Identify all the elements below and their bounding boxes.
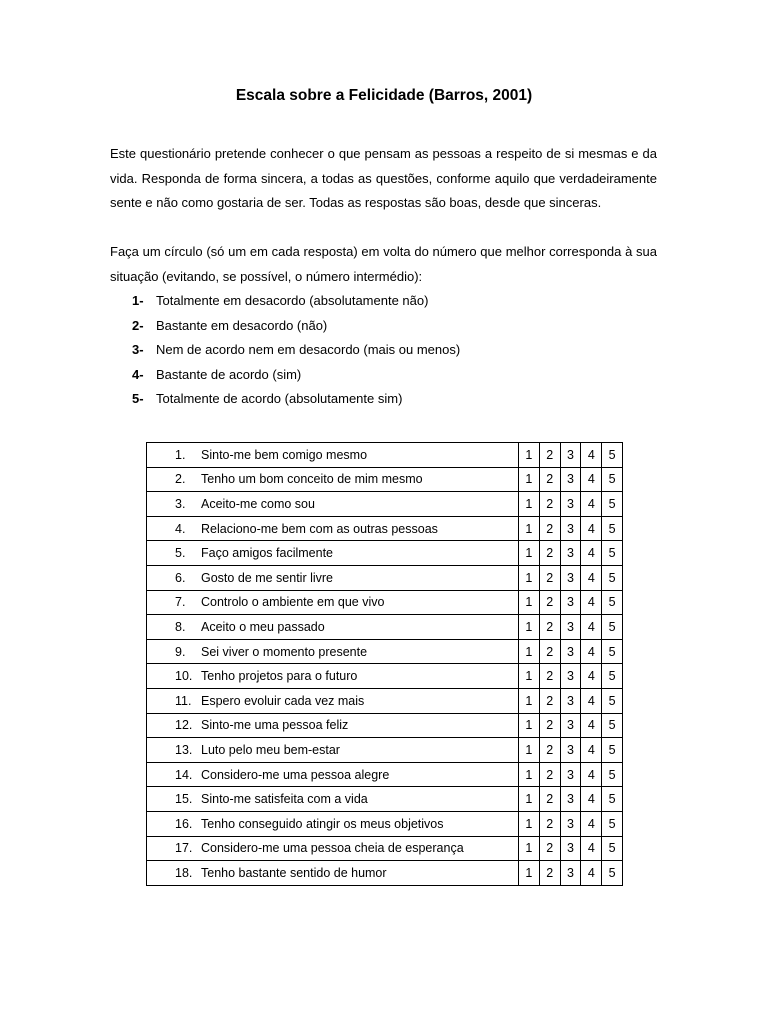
rating-option-4[interactable]: 4	[581, 516, 602, 541]
instruction-paragraph	[110, 240, 657, 289]
rating-option-3[interactable]: 3	[560, 762, 581, 787]
rating-option-3[interactable]: 3	[560, 787, 581, 812]
rating-option-2[interactable]: 2	[539, 787, 560, 812]
item-number: 14.	[175, 767, 193, 782]
item-number: 8.	[175, 619, 186, 634]
rating-option-3[interactable]: 3	[560, 590, 581, 615]
happiness-scale-table	[146, 442, 623, 886]
table-row	[147, 762, 623, 787]
rating-option-3[interactable]: 3	[560, 836, 581, 861]
response-option-number: 5-	[132, 391, 144, 407]
rating-option-3[interactable]: 3	[560, 492, 581, 517]
rating-option-1[interactable]: 1	[519, 516, 540, 541]
table-row	[147, 565, 623, 590]
rating-option-2[interactable]: 2	[539, 639, 560, 664]
item-number: 4.	[175, 521, 186, 536]
item-number: 18.	[175, 865, 193, 880]
rating-option-5[interactable]: 5	[602, 467, 623, 492]
response-option	[132, 387, 460, 412]
rating-option-5[interactable]: 5	[602, 836, 623, 861]
rating-option-2[interactable]: 2	[539, 762, 560, 787]
item-statement-cell	[147, 762, 519, 787]
item-text: Sinto-me uma pessoa feliz	[201, 718, 349, 733]
rating-option-2[interactable]: 2	[539, 467, 560, 492]
rating-option-5[interactable]: 5	[602, 443, 623, 468]
response-options-list	[132, 289, 460, 412]
item-statement-cell	[147, 639, 519, 664]
rating-option-5[interactable]: 5	[602, 565, 623, 590]
rating-option-2[interactable]: 2	[539, 516, 560, 541]
table-row	[147, 516, 623, 541]
rating-option-3[interactable]: 3	[560, 713, 581, 738]
item-statement-cell	[147, 615, 519, 640]
rating-option-5[interactable]: 5	[602, 590, 623, 615]
response-option	[132, 314, 460, 339]
item-text: Considero-me uma pessoa alegre	[201, 767, 390, 782]
item-statement-cell	[147, 492, 519, 517]
item-number: 11.	[175, 693, 192, 708]
table-row	[147, 787, 623, 812]
item-statement-cell	[147, 443, 519, 468]
item-text: Espero evoluir cada vez mais	[201, 693, 365, 708]
rating-option-4[interactable]: 4	[581, 615, 602, 640]
response-option-number: 4-	[132, 366, 144, 382]
table-row	[147, 467, 623, 492]
rating-option-3[interactable]: 3	[560, 443, 581, 468]
rating-option-3[interactable]: 3	[560, 811, 581, 836]
item-number: 3.	[175, 496, 186, 511]
item-text: Tenho conseguido atingir os meus objetivos	[201, 816, 444, 831]
rating-option-1[interactable]: 1	[519, 861, 540, 886]
rating-option-4[interactable]: 4	[581, 738, 602, 763]
item-number: 7.	[175, 595, 186, 610]
response-option	[132, 363, 460, 388]
response-option-label: Bastante em desacordo (não)	[156, 317, 328, 333]
rating-option-4[interactable]: 4	[581, 664, 602, 689]
rating-option-1[interactable]: 1	[519, 811, 540, 836]
item-statement-cell	[147, 467, 519, 492]
item-statement-cell	[147, 565, 519, 590]
item-statement-cell	[147, 590, 519, 615]
rating-option-4[interactable]: 4	[581, 836, 602, 861]
table-row	[147, 541, 623, 566]
intro-paragraph: Este questionário pretende conhecer o que pensam as pessoas a respeito de si mesmas e da vida. Responda de forma sincera, a todas as questões, conforme aquilo que verdadeiramente sente e não como gostaria de ser. Todas as respostas são boas, desde que sinceras.	[110, 146, 657, 211]
rating-option-2[interactable]: 2	[539, 836, 560, 861]
rating-option-4[interactable]: 4	[581, 541, 602, 566]
item-number: 10.	[175, 669, 193, 684]
rating-option-1[interactable]: 1	[519, 565, 540, 590]
rating-option-2[interactable]: 2	[539, 565, 560, 590]
rating-option-1[interactable]: 1	[519, 590, 540, 615]
item-number: 16.	[175, 816, 193, 831]
rating-option-1[interactable]: 1	[519, 688, 540, 713]
table-row	[147, 590, 623, 615]
table-row	[147, 664, 623, 689]
item-text: Tenho um bom conceito de mim mesmo	[201, 472, 423, 487]
rating-option-2[interactable]: 2	[539, 861, 560, 886]
rating-option-4[interactable]: 4	[581, 492, 602, 517]
rating-option-4[interactable]: 4	[581, 565, 602, 590]
rating-option-1[interactable]: 1	[519, 492, 540, 517]
rating-option-1[interactable]: 1	[519, 443, 540, 468]
item-text: Faço amigos facilmente	[201, 546, 334, 561]
rating-option-5[interactable]: 5	[602, 713, 623, 738]
rating-option-2[interactable]: 2	[539, 688, 560, 713]
item-text: Sinto-me satisfeita com a vida	[201, 792, 368, 807]
rating-option-5[interactable]: 5	[602, 664, 623, 689]
instruction-line-1: Faça um círculo (só um em cada resposta) em volta do número que melhor corresponda à sua	[110, 244, 657, 259]
response-option-number: 3-	[132, 342, 144, 358]
rating-option-1[interactable]: 1	[519, 615, 540, 640]
rating-option-4[interactable]: 4	[581, 713, 602, 738]
item-text: Luto pelo meu bem-estar	[201, 742, 340, 757]
rating-option-5[interactable]: 5	[602, 811, 623, 836]
rating-option-4[interactable]: 4	[581, 639, 602, 664]
page-title: Escala sobre a Felicidade (Barros, 2001)	[235, 87, 533, 104]
rating-option-3[interactable]: 3	[560, 541, 581, 566]
rating-option-2[interactable]: 2	[539, 713, 560, 738]
rating-option-1[interactable]: 1	[519, 664, 540, 689]
rating-option-4[interactable]: 4	[581, 467, 602, 492]
item-text: Considero-me uma pessoa cheia de esperança	[201, 841, 464, 856]
item-text: Sinto-me bem comigo mesmo	[201, 447, 368, 462]
table-row	[147, 713, 623, 738]
rating-option-3[interactable]: 3	[560, 516, 581, 541]
response-option-number: 2-	[132, 317, 144, 333]
rating-option-5[interactable]: 5	[602, 639, 623, 664]
rating-option-4[interactable]: 4	[581, 811, 602, 836]
item-statement-cell	[147, 713, 519, 738]
rating-option-3[interactable]: 3	[560, 688, 581, 713]
item-number: 2.	[175, 472, 186, 487]
item-statement-cell	[147, 516, 519, 541]
item-number: 5.	[175, 546, 186, 561]
table-row	[147, 738, 623, 763]
item-number: 6.	[175, 570, 186, 585]
item-text: Aceito-me como sou	[201, 496, 315, 511]
rating-option-3[interactable]: 3	[560, 565, 581, 590]
rating-option-3[interactable]: 3	[560, 861, 581, 886]
table-row	[147, 443, 623, 468]
table-row	[147, 836, 623, 861]
rating-option-2[interactable]: 2	[539, 443, 560, 468]
table-row	[147, 811, 623, 836]
rating-option-1[interactable]: 1	[519, 713, 540, 738]
item-text: Tenho bastante sentido de humor	[201, 865, 387, 880]
rating-option-2[interactable]: 2	[539, 664, 560, 689]
rating-option-4[interactable]: 4	[581, 590, 602, 615]
rating-option-5[interactable]: 5	[602, 861, 623, 886]
rating-option-3[interactable]: 3	[560, 738, 581, 763]
response-option	[132, 338, 460, 363]
item-number: 13.	[175, 742, 193, 757]
item-number: 9.	[175, 644, 186, 659]
rating-option-1[interactable]: 1	[519, 787, 540, 812]
item-text: Relaciono-me bem com as outras pessoas	[201, 521, 438, 536]
response-option-label: Bastante de acordo (sim)	[156, 366, 302, 382]
rating-option-1[interactable]: 1	[519, 639, 540, 664]
item-number: 1.	[175, 447, 186, 462]
rating-option-5[interactable]: 5	[602, 492, 623, 517]
rating-option-2[interactable]: 2	[539, 738, 560, 763]
table-row	[147, 688, 623, 713]
table-row	[147, 615, 623, 640]
response-option-number: 1-	[132, 293, 144, 308]
table-row	[147, 639, 623, 664]
rating-option-3[interactable]: 3	[560, 615, 581, 640]
item-number: 12.	[175, 718, 193, 733]
item-statement-cell	[147, 541, 519, 566]
item-text: Aceito o meu passado	[201, 619, 325, 634]
rating-option-5[interactable]: 5	[602, 762, 623, 787]
rating-option-1[interactable]: 1	[519, 467, 540, 492]
rating-option-3[interactable]: 3	[560, 467, 581, 492]
rating-option-1[interactable]: 1	[519, 836, 540, 861]
rating-option-5[interactable]: 5	[602, 738, 623, 763]
rating-option-5[interactable]: 5	[602, 541, 623, 566]
table-row	[147, 492, 623, 517]
table-row	[147, 861, 623, 886]
item-text: Gosto de me sentir livre	[201, 570, 333, 585]
response-option-label: Totalmente de acordo (absolutamente sim)	[156, 391, 403, 407]
item-statement-cell	[147, 861, 519, 886]
rating-option-5[interactable]: 5	[602, 516, 623, 541]
item-statement-cell	[147, 688, 519, 713]
instruction-line-2: situação (evitando, se possível, o número intermédio):	[110, 268, 423, 284]
item-number: 15.	[175, 792, 193, 807]
item-statement-cell	[147, 787, 519, 812]
rating-option-4[interactable]: 4	[581, 688, 602, 713]
item-text: Controlo o ambiente em que vivo	[201, 595, 385, 610]
item-statement-cell	[147, 664, 519, 689]
response-option	[132, 289, 460, 314]
rating-option-4[interactable]: 4	[581, 762, 602, 787]
rating-option-2[interactable]: 2	[539, 541, 560, 566]
response-option-label: Totalmente em desacordo (absolutamente não)	[156, 293, 429, 308]
rating-option-2[interactable]: 2	[539, 590, 560, 615]
rating-option-5[interactable]: 5	[602, 787, 623, 812]
item-statement-cell	[147, 811, 519, 836]
item-number: 17.	[175, 841, 193, 856]
rating-option-5[interactable]: 5	[602, 615, 623, 640]
rating-option-5[interactable]: 5	[602, 688, 623, 713]
rating-option-1[interactable]: 1	[519, 762, 540, 787]
item-statement-cell	[147, 836, 519, 861]
item-statement-cell	[147, 738, 519, 763]
rating-option-4[interactable]: 4	[581, 787, 602, 812]
rating-option-4[interactable]: 4	[581, 443, 602, 468]
item-text: Tenho projetos para o futuro	[201, 669, 358, 684]
rating-option-3[interactable]: 3	[560, 639, 581, 664]
response-option-label: Nem de acordo nem em desacordo (mais ou menos)	[156, 342, 461, 358]
rating-option-1[interactable]: 1	[519, 541, 540, 566]
rating-option-3[interactable]: 3	[560, 664, 581, 689]
rating-option-2[interactable]: 2	[539, 492, 560, 517]
rating-option-2[interactable]: 2	[539, 811, 560, 836]
rating-option-1[interactable]: 1	[519, 738, 540, 763]
item-text: Sei viver o momento presente	[201, 644, 368, 659]
rating-option-4[interactable]: 4	[581, 861, 602, 886]
rating-option-2[interactable]: 2	[539, 615, 560, 640]
